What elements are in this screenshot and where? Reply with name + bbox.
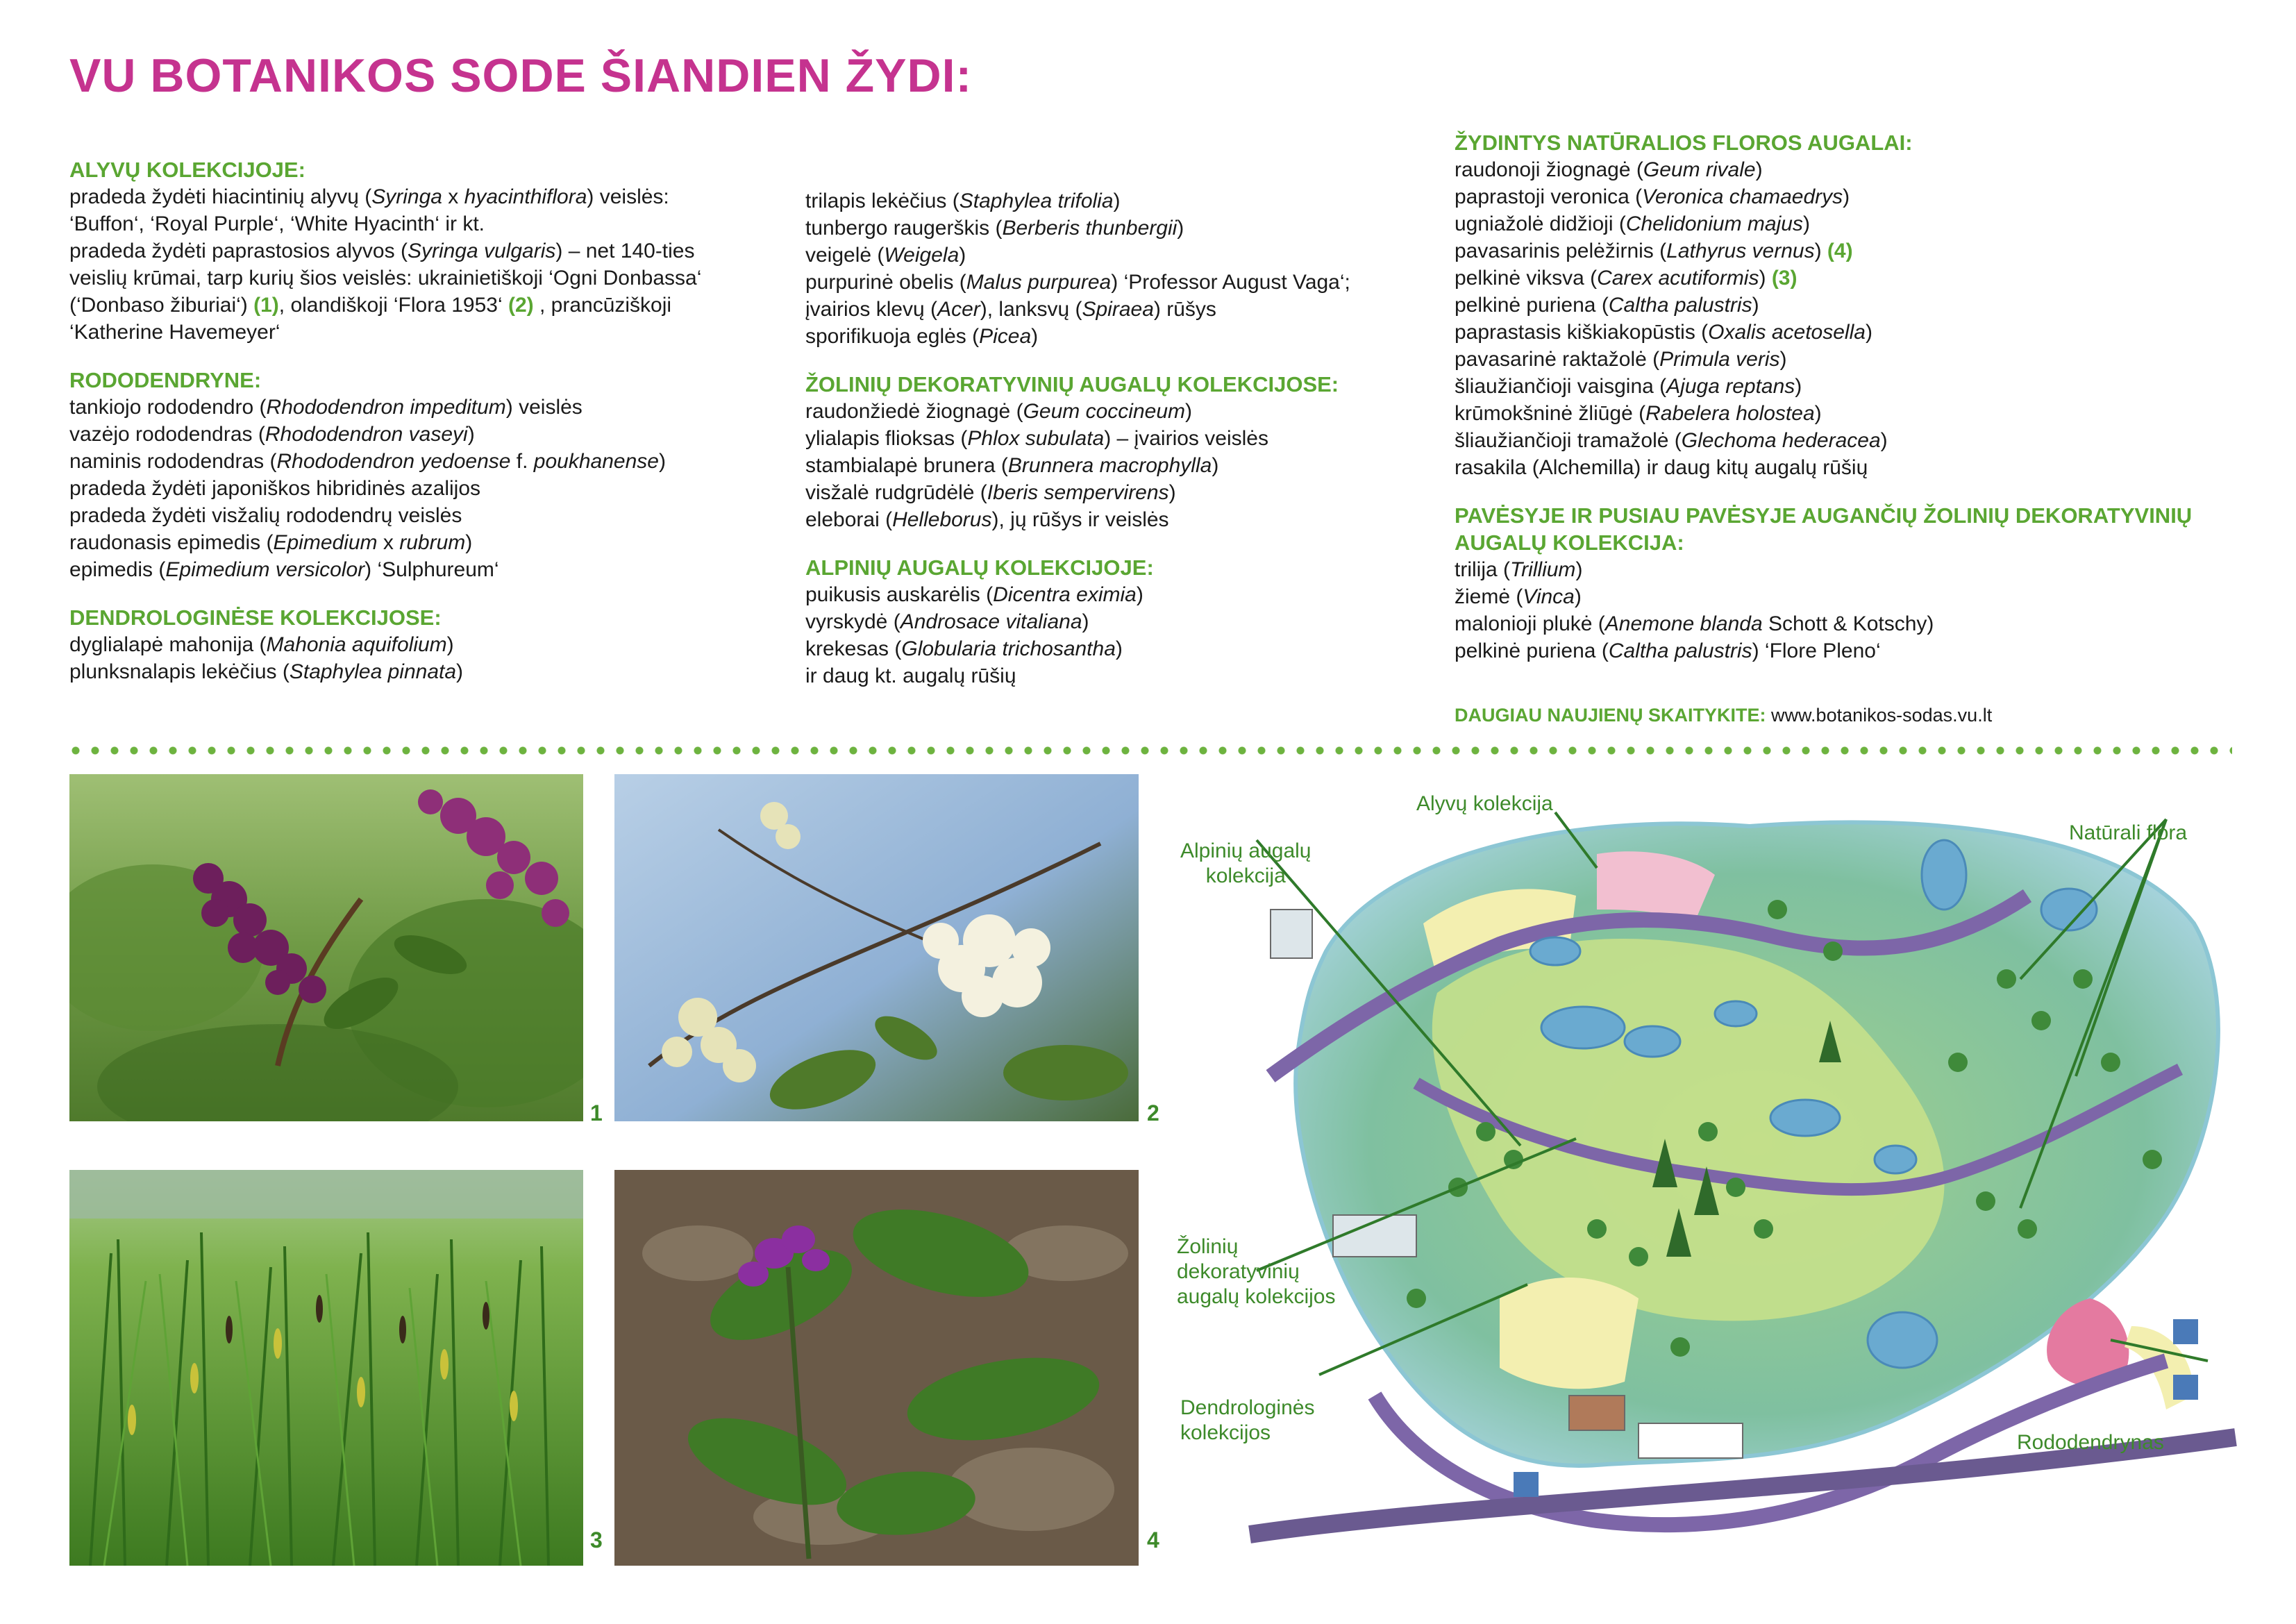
plant-line: plunksnalapis lekėčius (Staphylea pinnata) <box>69 660 464 683</box>
garden-map <box>1208 771 2249 1576</box>
section-title: ALYVŲ KOLEKCIJOJE: <box>69 158 305 182</box>
plant-line: eleborai (Helleborus), jų rūšys ir veislės <box>805 508 1169 531</box>
section-title: DENDROLOGINĖSE KOLEKCIJOSE: <box>69 605 442 630</box>
section-title: ŽYDINTYS NATŪRALIOS FLOROS AUGALAI: <box>1455 131 1913 155</box>
plant-line: raudonasis epimedis (Epimedium x rubrum) <box>69 531 473 554</box>
plant-line: malonioji plukė (Anemone blanda Schott & Kotschy) <box>1455 612 1934 635</box>
plant-line: pelkinė puriena (Caltha palustris) <box>1455 294 1759 317</box>
plant-line: dyglialapė mahonija (Mahonia aquifolium) <box>69 633 454 656</box>
page-title: VU BOTANIKOS SODE ŠIANDIEN ŽYDI: <box>69 49 973 102</box>
plant-line: veislių krūmai, tarp kurių šios veislės: ukrainietiškoji ‘Ogni Donbassa‘ <box>69 267 702 290</box>
section <box>1455 502 2192 664</box>
map-label-rodo: Rododendrynas <box>2017 1431 2164 1454</box>
plant-line: epimedis (Epimedium versicolor) ‘Sulphureum‘ <box>69 558 499 581</box>
plant-line: ir daug kt. augalų rūšių <box>805 664 1016 687</box>
map-label-alyvu: Alyvų kolekcija <box>1416 792 1553 815</box>
plant-line: (‘Donbaso žiburiai‘) (1), olandiškoji ‘Flora 1953‘ (2) , prancūziškoji <box>69 294 672 317</box>
plant-line: rasakila (Alchemilla) ir daug kitų augalų rūšių <box>1455 456 1868 479</box>
more-news-url[interactable]: www.botanikos-sodas.vu.lt <box>1771 705 1993 726</box>
plant-line: pradeda žydėti hiacintinių alyvų (Syringa x hyacinthiflora) veislės: <box>69 185 669 208</box>
section-title: RODODENDRYNE: <box>69 368 262 392</box>
section <box>69 156 701 346</box>
plant-line: purpurinė obelis (Malus purpurea) ‘Professor August Vaga‘; <box>805 271 1350 294</box>
section-title: ŽOLINIŲ DEKORATYVINIŲ AUGALŲ KOLEKCIJOSE: <box>805 372 1339 396</box>
section <box>69 367 701 583</box>
plant-line: sporifikuoja eglės (Picea) <box>805 325 1039 348</box>
plant-line: krūmokšninė žliūgė (Rabelera holostea) <box>1455 402 1822 425</box>
more-news <box>1455 705 1992 726</box>
more-news-label: DAUGIAU NAUJIENŲ SKAITYKITE: <box>1455 705 1766 726</box>
column-right <box>1455 129 2192 685</box>
section <box>1455 129 2192 481</box>
plant-line: ‘Katherine Havemeyer‘ <box>69 321 280 344</box>
photo-number-4: 4 <box>1147 1527 1159 1552</box>
section <box>805 187 1350 350</box>
column-left <box>69 156 701 706</box>
section-title: PAVĖSYJE IR PUSIAU PAVĖSYJE AUGANČIŲ ŽOLINIŲ DEKORATYVINIŲ AUGALŲ KOLEKCIJA: <box>1455 503 2193 555</box>
plant-line: veigelė (Weigela) <box>805 244 966 267</box>
plant-line: tunbergo raugerškis (Berberis thunbergii) <box>805 217 1184 240</box>
section <box>69 604 701 685</box>
plant-line: tankiojo rododendro (Rhododendron impeditum) veislės <box>69 396 583 419</box>
photo-lathyrus <box>614 1170 1139 1566</box>
plant-line: šliaužiančioji tramažolė (Glechoma hederacea) <box>1455 429 1888 452</box>
plant-line: pradeda žydėti paprastosios alyvos (Syringa vulgaris) – net 140-ties <box>69 240 695 262</box>
plant-line: puikusis auskarėlis (Dicentra eximia) <box>805 583 1143 606</box>
photo-sedge <box>69 1170 583 1566</box>
plant-line: ylialapis flioksas (Phlox subulata) – įvairios veislės <box>805 427 1268 450</box>
plant-line: ugniažolė didžioji (Chelidonium majus) <box>1455 212 1810 235</box>
photo-number-1: 1 <box>590 1100 603 1125</box>
plant-line: šliaužiančioji vaisgina (Ajuga reptans) <box>1455 375 1802 398</box>
photo-lilac-purple <box>69 774 583 1121</box>
plant-line: pavasarinis pelėžirnis (Lathyrus vernus) (4) <box>1455 240 1853 262</box>
column-middle <box>805 187 1350 710</box>
plant-line: žiemė (Vinca) <box>1455 585 1582 608</box>
plant-line: naminis rododendras (Rhododendron yedoense f. poukhanense) <box>69 450 666 473</box>
plant-line: pavasarinė raktažolė (Primula veris) <box>1455 348 1787 371</box>
map-label-dendro: Dendrologinės kolekcijos <box>1180 1396 1315 1444</box>
map-label-alpiniu: Alpinių augalų kolekcija <box>1180 839 1312 887</box>
section <box>805 554 1350 689</box>
map-label-naturali: Natūrali flora <box>2069 821 2188 844</box>
plant-line: pradeda žydėti japoniškos hibridinės azalijos <box>69 477 481 500</box>
plant-line: ‘Buffon‘, ‘Royal Purple‘, ‘White Hyacinth‘ ir kt. <box>69 212 485 235</box>
dotted-divider <box>66 746 2232 755</box>
map-label-zoliniu: Žolinių dekoratyvinių augalų kolekcijos <box>1177 1235 1336 1308</box>
plant-line: raudonoji žiognagė (Geum rivale) <box>1455 158 1763 181</box>
plant-line: paprastoji veronica (Veronica chamaedrys) <box>1455 185 1850 208</box>
photo-lilac-white <box>614 774 1139 1121</box>
plant-line: pradeda žydėti visžalių rododendrų veislės <box>69 504 462 527</box>
plant-line: raudonžiedė žiognagė (Geum coccineum) <box>805 400 1193 423</box>
photo-number-3: 3 <box>590 1527 603 1552</box>
photo-number-2: 2 <box>1147 1100 1159 1125</box>
plant-line: pelkinė viksva (Carex acutiformis) (3) <box>1455 267 1798 290</box>
plant-line: vazėjo rododendras (Rhododendron vaseyi) <box>69 423 475 446</box>
plant-line: trilapis lekėčius (Staphylea trifolia) <box>805 190 1121 212</box>
plant-line: paprastasis kiškiakopūstis (Oxalis acetosella) <box>1455 321 1872 344</box>
plant-line: vyrskydė (Androsace vitaliana) <box>805 610 1089 633</box>
plant-line: trilija (Trillium) <box>1455 558 1583 581</box>
section <box>805 371 1350 533</box>
plant-line: įvairios klevų (Acer), lanksvų (Spiraea) rūšys <box>805 298 1216 321</box>
plant-line: visžalė rudgrūdėlė (Iberis sempervirens) <box>805 481 1176 504</box>
plant-line: stambialapė brunera (Brunnera macrophylla) <box>805 454 1219 477</box>
plant-line: pelkinė puriena (Caltha palustris) ‘Flore Pleno‘ <box>1455 639 1881 662</box>
section-title: ALPINIŲ AUGALŲ KOLEKCIJOJE: <box>805 555 1154 580</box>
plant-line: krekesas (Globularia trichosantha) <box>805 637 1123 660</box>
